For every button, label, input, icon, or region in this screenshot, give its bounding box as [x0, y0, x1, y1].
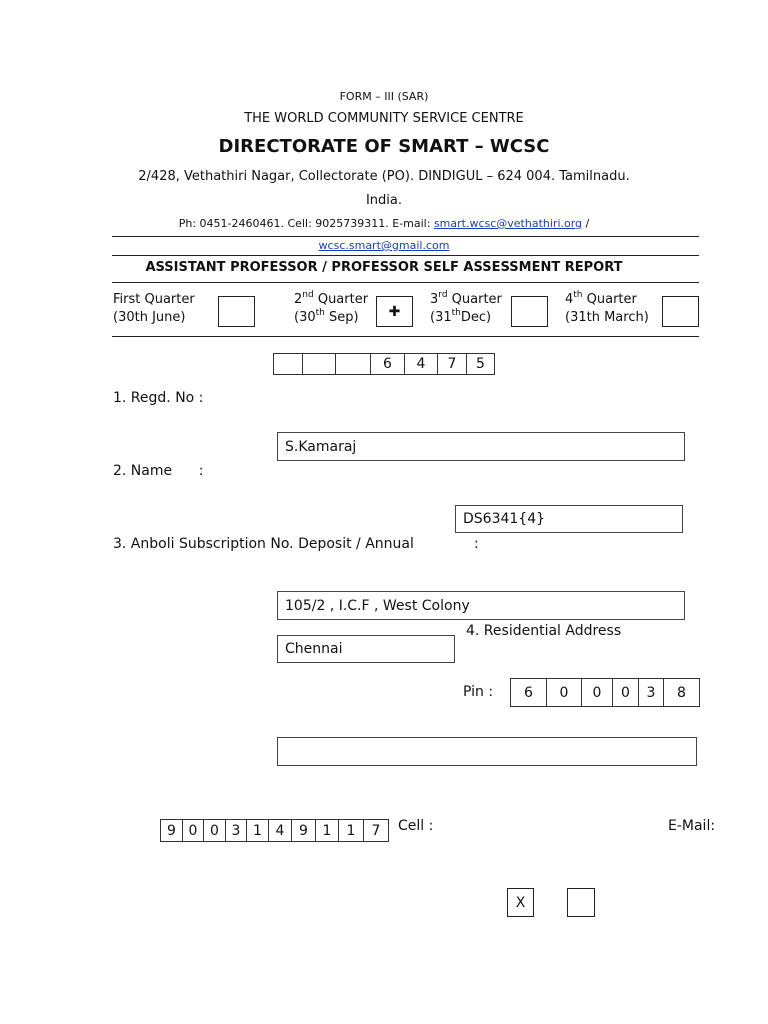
regd-number-digits[interactable] — [273, 353, 495, 375]
form-number: FORM – III (SAR) — [339, 90, 429, 103]
digit-cell: 7 — [371, 822, 381, 839]
quarter-1-checkbox[interactable] — [218, 296, 255, 327]
quarter-4-label: 4th Quarter (31th March) — [565, 290, 649, 325]
digit-cell: 5 — [476, 356, 485, 372]
pin-digits[interactable] — [510, 678, 700, 707]
digit-cell: 3 — [226, 820, 247, 841]
residential-address-label: 4. Residential Address — [466, 623, 622, 639]
digit-cell: 1 — [247, 820, 269, 841]
digit-cell: 0 — [204, 820, 226, 841]
anboli-colon: : — [474, 536, 479, 552]
divider — [112, 236, 699, 237]
digit-cell: 4 — [269, 820, 292, 841]
contact-text: Ph: 0451-2460461. Cell: 9025739311. E-mail: — [178, 217, 434, 230]
digit-cell: 6 — [371, 354, 405, 374]
digit-cell: 8 — [677, 684, 686, 701]
email-link-primary[interactable]: smart.wcsc@vethathiri.org — [433, 217, 583, 230]
divider — [112, 336, 699, 337]
digit-cell: 9 — [292, 820, 316, 841]
anboli-subscription-label: 3. Anboli Subscription No. Deposit / Annual — [113, 536, 414, 552]
digit-cell: 1 — [316, 820, 339, 841]
digit-cell: 3 — [639, 679, 664, 706]
email-separator: / — [582, 217, 590, 230]
digit-cell: 0 — [547, 679, 582, 706]
name-field[interactable]: S.Kamaraj — [277, 432, 685, 461]
name-label: 2. Name : — [113, 463, 204, 479]
option-checkbox-2[interactable] — [567, 888, 595, 917]
divider — [112, 255, 699, 256]
quarter-2-label: 2nd Quarter (30th Sep) — [294, 290, 369, 325]
report-title: ASSISTANT PROFESSOR / PROFESSOR SELF ASSESSMENT REPORT — [145, 260, 623, 275]
pin-label: Pin : — [463, 684, 494, 700]
email-link-secondary[interactable]: wcsc.smart@gmail.com — [318, 239, 450, 252]
organization-name: THE WORLD COMMUNITY SERVICE CENTRE — [244, 111, 524, 126]
quarter-1-label: First Quarter (30th June) — [113, 292, 195, 325]
digit-cell: 7 — [438, 354, 467, 374]
address-line-3-field[interactable] — [277, 737, 697, 766]
digit-cell: 0 — [582, 679, 613, 706]
digit-cell: 4 — [405, 354, 438, 374]
quarter-2-checkbox[interactable]: ✚ — [376, 296, 413, 327]
digit-cell: 0 — [613, 679, 639, 706]
regd-number-label: 1. Regd. No : — [113, 390, 204, 406]
option-checkbox-1[interactable]: X — [507, 888, 534, 917]
address-line-1: 2/428, Vethathiri Nagar, Collectorate (PO). DINDIGUL – 624 004. Tamilnadu. — [138, 169, 630, 184]
digit-cell — [336, 354, 371, 374]
divider — [112, 282, 699, 283]
digit-cell: 9 — [161, 820, 183, 841]
digit-cell — [274, 354, 303, 374]
cell-number-digits[interactable] — [160, 819, 389, 842]
quarter-4-checkbox[interactable] — [662, 296, 699, 327]
digit-cell: 0 — [183, 820, 204, 841]
cell-label: Cell : — [398, 818, 434, 834]
contact-line-2 — [0, 239, 768, 252]
quarter-3-checkbox[interactable] — [511, 296, 548, 327]
digit-cell: 1 — [339, 820, 364, 841]
address-line-1-field[interactable]: 105/2 , I.C.F , West Colony — [277, 591, 685, 620]
contact-line — [0, 217, 768, 230]
quarter-3-label: 3rd Quarter (31thDec) — [430, 290, 502, 325]
digit-cell: 6 — [511, 679, 547, 706]
address-line-2-field[interactable]: Chennai — [277, 635, 455, 663]
email-label: E-Mail: — [668, 818, 716, 834]
anboli-subscription-field[interactable]: DS6341{4} — [455, 505, 683, 533]
digit-cell — [303, 354, 336, 374]
page-title: DIRECTORATE OF SMART – WCSC — [218, 136, 550, 157]
address-line-2: India. — [365, 193, 403, 208]
